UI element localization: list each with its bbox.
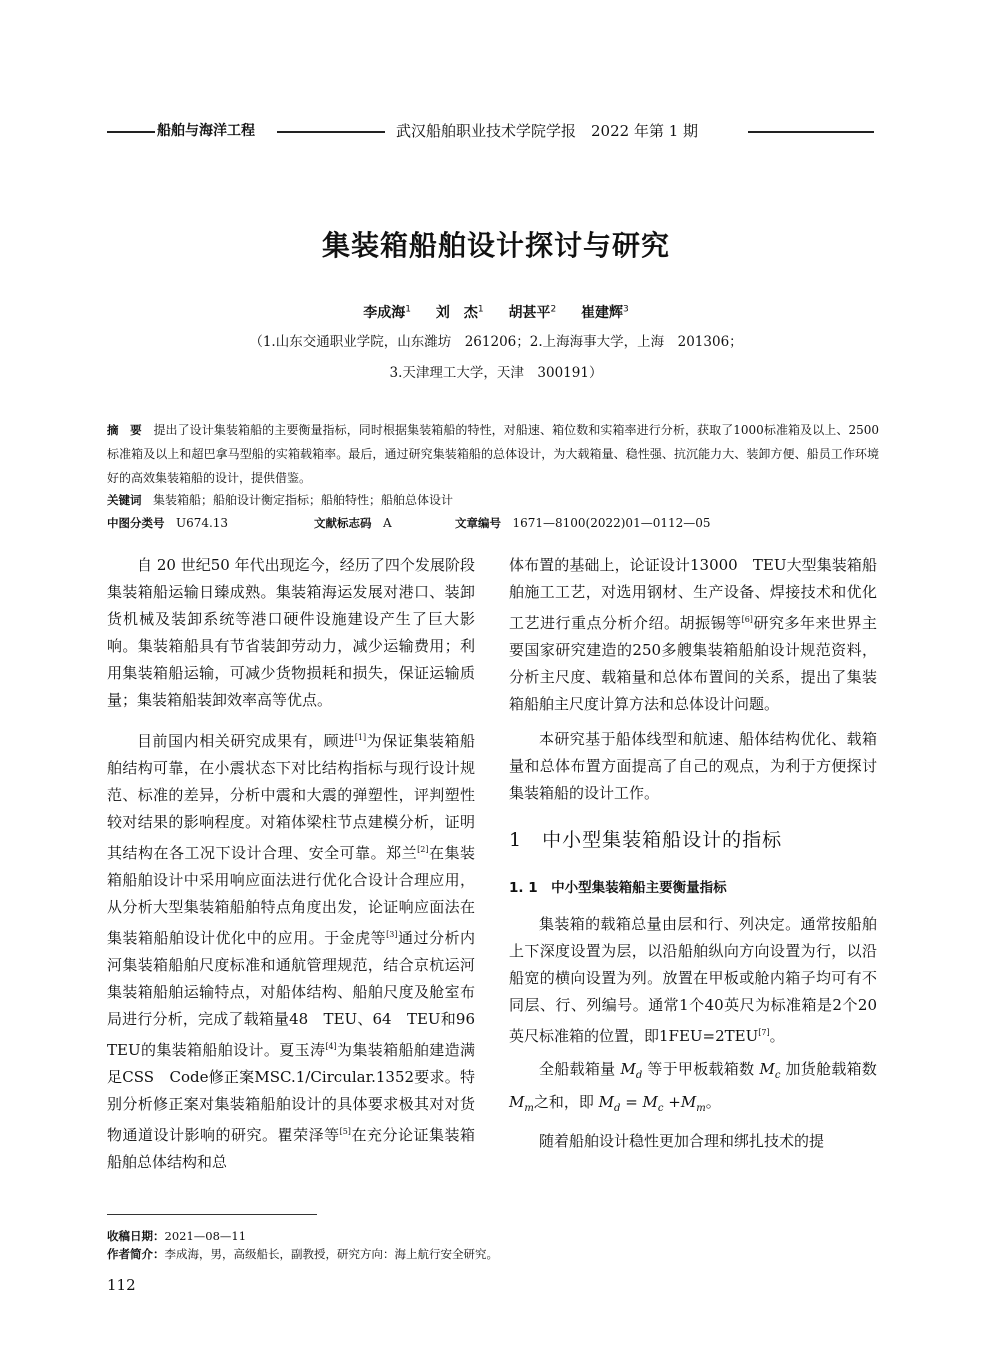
received-date: 收稿日期：2021—08—11 (107, 1229, 247, 1243)
citation: [1] (354, 733, 367, 742)
article-title: 集装箱船舶设计探讨与研究 (321, 229, 670, 262)
subsection-heading: 1. 1 中小型集装箱船主要衡量指标 (509, 880, 727, 896)
header-journal: 武汉船舶职业技术学院学报 2022 年第 1 期 (396, 122, 699, 140)
paragraph: 随着船舶设计稳性更加合理和绑扎技术的提 (539, 1132, 825, 1150)
paragraph: 自 20 世纪50 年代出现迄今，经历了四个发展阶段集装箱船运输日臻成熟。集装箱海运发展对港口、装卸货机械及装卸系统等港口硬件设施建设产生了巨大影响。集装箱船具有节省装卸劳动力，减少运输费用；利用集装箱船运输，可减少货物损耗和损失，保证运输质量；集装箱船装卸效率高等优点。 (107, 556, 475, 709)
section-heading: 1 中小型集装箱船设计的指标 (509, 829, 783, 851)
header-rule-right (748, 131, 874, 133)
author: 胡甚平$^2$ (508, 304, 557, 321)
header-rule-left (107, 131, 155, 133)
clc-number: 中图分类号 U674.13 (107, 516, 229, 530)
header-rule-middle (277, 131, 385, 133)
author-list (0, 298, 992, 324)
article-number: 文章编号 1671—8100(2022)01—0112—05 (455, 516, 711, 530)
paragraph: 体布置的基础上，论证设计13000 TEU大型集装箱船舶施工工艺，对选用钢材、生产设备、焊接技术和优化工艺进行重点分析介绍。胡振锡等[6]研究多年来世界主要国家研究建造的250多艘集装箱船舶设计规范资料，分析主尺度、载箱量和总体布置间的关系，提出了集装箱船舶主尺度计算方法和总体设计问题。 (509, 556, 877, 713)
math-mm: $M_m$ (509, 1093, 534, 1114)
citation: [2] (417, 845, 429, 854)
header-section: 船舶与海洋工程 (157, 123, 255, 139)
paragraph: 本研究基于船体线型和航速、船体结构优化、载箱量和总体布置方面提高了自己的观点，为利于方便探讨集装箱船的设计工作。 (509, 730, 877, 802)
page-number: 112 (107, 1276, 136, 1294)
citation: [5] (339, 1127, 351, 1136)
paragraph: 集装箱的载箱总量由层和行、列决定。通常按船舶上下深度设置为层，以沿船舶纵向方向设置为行，以沿船宽的横向设置为列。放置在甲板或舱内箱子均可有不同层、行、列编号。通常1个40英尺为标准箱是2个20英尺标准箱的位置，即1FEU=2TEU[7]。 (509, 915, 877, 1045)
author: 崔建辉$^3$ (581, 304, 629, 321)
author: 李成海$^1$ (363, 304, 411, 321)
math-mc: $M_c$ (759, 1060, 781, 1081)
body-column-right (509, 552, 877, 1155)
paragraph: 全船载箱量 $M_d$ 等于甲板载箱数 $M_c$ 加货舱载箱数 $M_m$之和，即 $M_d = M_c +M_m$。 (509, 1060, 877, 1114)
abstract-label: 摘 要 (107, 423, 142, 437)
keywords-label: 关键词 (107, 493, 142, 507)
body-column-left (107, 552, 491, 1176)
citation: [3] (386, 930, 398, 939)
document-code: 文献标志码 A (314, 516, 392, 530)
paragraph: 目前国内相关研究成果有，顾进[1]为保证集装箱船舶结构可靠，在小震状态下对比结构指标与现行设计规范、标准的差异，分析中震和大震的弹塑性，评判塑性较对结果的影响程度。对箱体梁柱节点建模分析，证明其结构在各工况下设计合理、安全可靠。郑兰[2]在集装箱船舶设计中采用响应面法进行优化合设计合理应用，从分析大型集装箱船舶特点角度出发，论证响应面法在集装箱船舶设计优化中的应用。于金虎等[3]通过分析内河集装箱船舶尺度标准和通航管理规范，结合京杭运河集装箱船舶运输特点，对船体结构、船舶尺度及舱室布局进行分析，完成了载箱量48 TEU、64 TEU和96 TEU的集装箱船舶设计。夏玉涛[4]为集装箱船舶建造满足CSS Code修正案MSC.1/Circular.1352要求。特别分析修正案对集装箱船舶设计的具体要求极其对对货物通道设计影响的研究。瞿荣泽等[5]在充分论证集装箱船舶总体结构和总 (107, 732, 491, 1171)
affiliation-line: 3.天津理工大学，天津 300191） (389, 365, 603, 381)
keywords-text: 集装箱船；船舶设计衡定指标；船舶特性；船舶总体设计 (152, 493, 453, 507)
author-bio: 作者简介：李成海，男，高级船长，副教授，研究方向：海上航行安全研究。 (107, 1247, 498, 1261)
abstract-body (107, 418, 879, 490)
abstract-text: 提出了设计集装箱船的主要衡量指标，同时根据集装箱船的特性，对船速、箱位数和实箱率进行分析，获取了1000标准箱及以上、2500标准箱及以上和超巴拿马型船的实箱载箱率。最后，通过研究集装箱船的总体设计，为大载箱量、稳性强、抗沉能力大、装卸方便、船员工作环境好的高效集装箱船的设计，提供借鉴。 (107, 423, 879, 485)
footnote-rule (107, 1214, 317, 1215)
abstract (107, 418, 879, 512)
citation: [6] (741, 615, 753, 624)
affiliation-line: （1.山东交通职业学院，山东潍坊 261206；2.上海海事大学，上海 201306； (249, 334, 743, 350)
keywords (107, 488, 879, 512)
math-md: $M_d$ (620, 1060, 643, 1081)
author: 刘 杰$^1$ (435, 304, 484, 321)
equation: $M_d = M_c +M_m$ (598, 1093, 706, 1114)
citation: [7] (758, 1028, 770, 1037)
citation: [4] (325, 1042, 337, 1051)
